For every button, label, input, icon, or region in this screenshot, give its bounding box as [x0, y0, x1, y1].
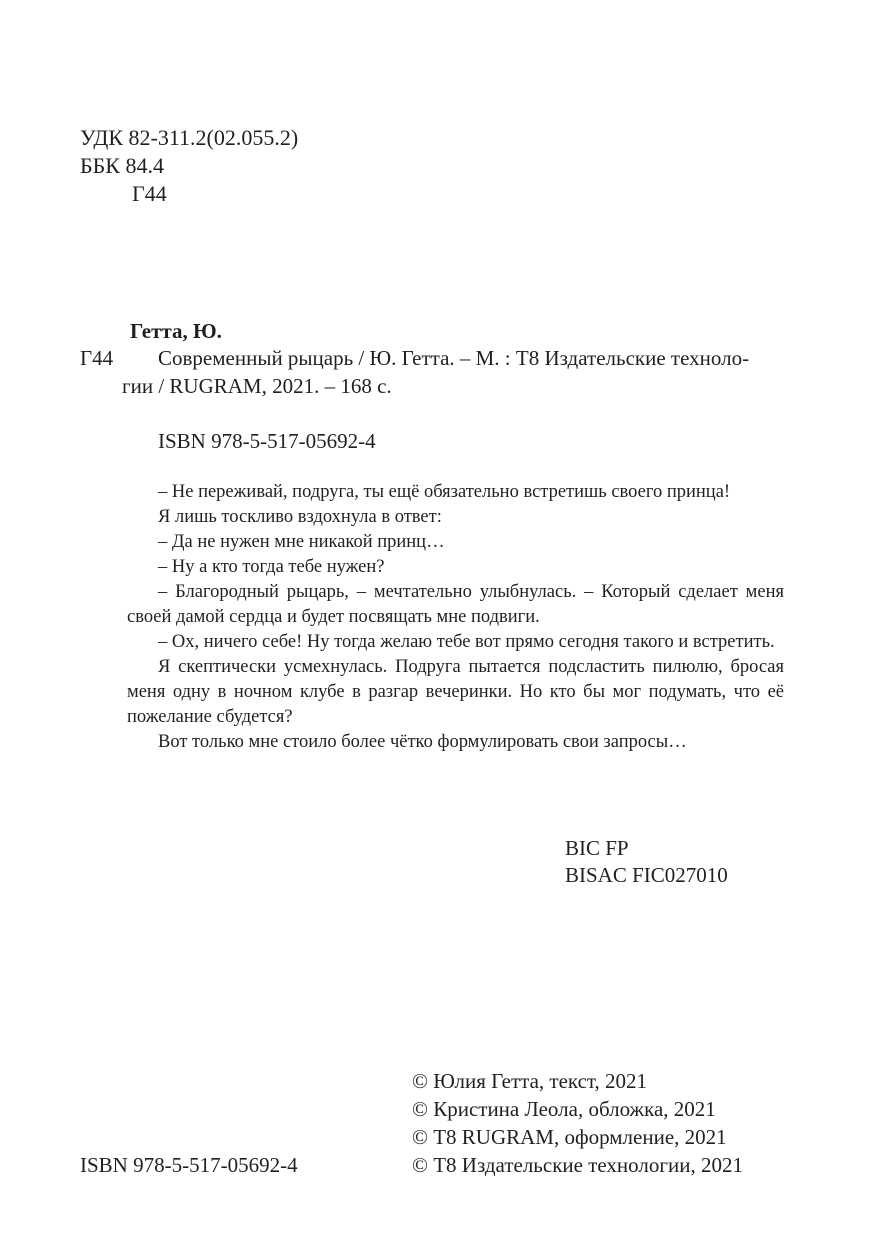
annotation-paragraph: – Ох, ничего себе! Ну тогда желаю тебе вот прямо сегодня такого и встретить.: [158, 632, 775, 652]
bib-description-line1: Современный рыцарь / Ю. Гетта. – М. : Т8 Издательские техноло-: [158, 346, 750, 370]
footer-isbn: ISBN 978-5-517-05692-4: [80, 1153, 298, 1177]
copyright-line: © Т8 Издательские технологии, 2021: [412, 1153, 743, 1177]
annotation-paragraph: – Не переживай, подруга, ты ещё обязательно встретишь своего принца!: [158, 482, 731, 502]
author-mark: Г44: [132, 181, 167, 206]
annotation: [127, 480, 784, 755]
annotation-paragraph: Вот только мне стоило более чётко формулировать свои запросы…: [158, 732, 687, 752]
copyright-line: © Т8 RUGRAM, оформление, 2021: [412, 1125, 727, 1149]
copyright-line: © Кристина Леола, обложка, 2021: [412, 1097, 716, 1121]
bib-description-line2: гии / RUGRAM, 2021. – 168 с.: [122, 374, 392, 398]
udk-code: УДК 82-311.2(02.055.2): [80, 125, 299, 150]
bib-mark: Г44: [80, 346, 114, 370]
annotation-paragraph: – Да не нужен мне никакой принц…: [158, 532, 445, 552]
copyright-line: © Юлия Гетта, текст, 2021: [412, 1069, 648, 1093]
annotation-paragraph: – Ну а кто тогда тебе нужен?: [158, 557, 385, 577]
bisac-code: BISAC FIC027010: [565, 863, 728, 887]
bic-code: BIC FP: [565, 836, 629, 860]
annotation-paragraph: Я лишь тоскливо вздохнула в ответ:: [158, 507, 442, 527]
bbk-code: ББК 84.4: [80, 153, 164, 178]
author-name: Гетта, Ю.: [130, 319, 222, 343]
annotation-paragraph: – Благородный рыцарь, – мечтательно улыбнулась. – Который сделает меня своей дамой сердца и будет посвящать мне подвиги.: [127, 582, 784, 627]
annotation-paragraph: Я скептически усмехнулась. Подруга пытается подсластить пилюлю, бросая меня одну в ночном клубе в разгар вечеринки. Но кто бы мог подумать, что её пожелание сбудется?: [127, 657, 784, 727]
bib-isbn: ISBN 978-5-517-05692-4: [158, 429, 376, 453]
